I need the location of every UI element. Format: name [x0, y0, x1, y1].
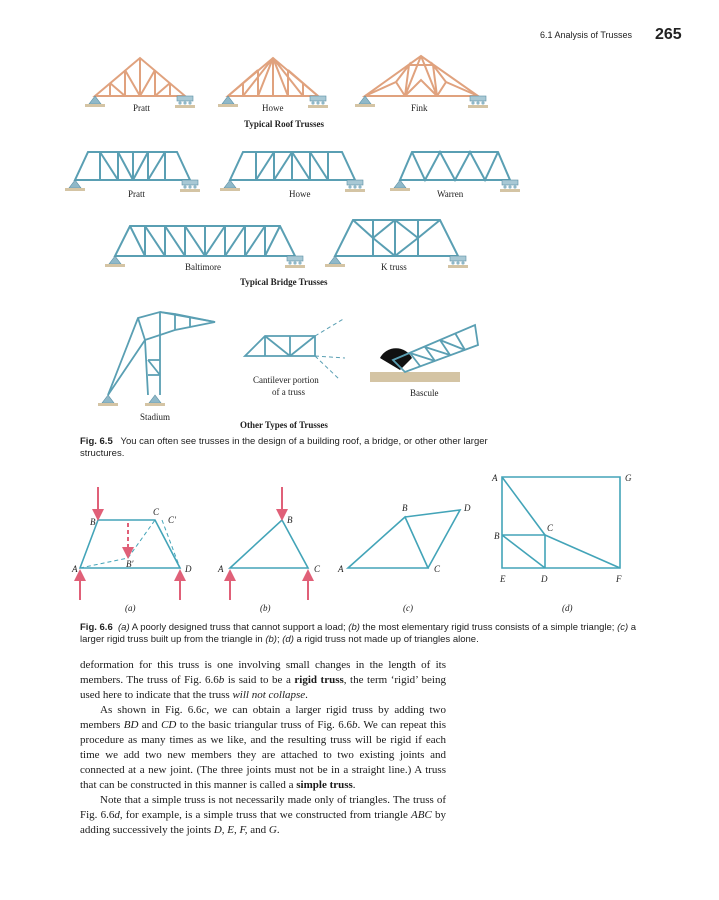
paragraph-2: As shown in Fig. 6.6c, we can obtain a larger rigid truss by adding two members BD and CD to the basic triangular truss of Fig. 6.6b. We can repeat this procedure as many times as we like, and the resulting truss will be rigid if each time we add two new members they are attached to two existing joints and connected at a new joint. (The three joints must not be in a straight line.) A truss that can be constructed in this manner is called a simple truss.: [80, 704, 446, 791]
c-label-A: A: [338, 564, 344, 574]
body-text: [80, 658, 446, 838]
bridge-trusses-title: Typical Bridge Trusses: [240, 277, 328, 287]
cap-part: (d): [282, 634, 294, 645]
fig-6-5-label: Fig. 6.5: [80, 436, 113, 447]
roof-truss-fink: [365, 56, 478, 96]
cap-part: (c): [617, 622, 629, 633]
a-label-Bp: B′: [126, 559, 134, 569]
cap-part: the most elementary rigid truss consists of a simple triangle;: [359, 622, 618, 633]
cantilever-truss: [245, 336, 315, 356]
c-label-C: C: [434, 564, 441, 574]
label-bridge-howe: Howe: [289, 189, 311, 199]
label-bridge-pratt: Pratt: [128, 189, 145, 199]
bridge-truss-k: [335, 220, 458, 256]
cap-part: (b): [348, 622, 360, 633]
label-bridge-warren: Warren: [437, 189, 464, 199]
panel-d-label: (d): [562, 603, 573, 613]
b-label-A: A: [218, 564, 224, 574]
bascule-bridge: [370, 325, 478, 382]
figure-6-6: [0, 465, 719, 625]
bridge-truss-warren: [400, 152, 510, 180]
d-label-E: E: [500, 574, 506, 584]
roof-truss-pratt: [95, 58, 185, 96]
label-stadium: Stadium: [140, 412, 171, 422]
panel-b: [217, 487, 321, 613]
b-label-C: C: [314, 564, 321, 574]
cap-part: ;: [276, 634, 283, 645]
figure-6-6-caption: [80, 622, 640, 646]
a-label-A: A: [72, 564, 78, 574]
panel-c-label: (c): [403, 603, 413, 613]
cap-part: (b): [265, 634, 277, 645]
other-trusses-title: Other Types of Trusses: [240, 420, 328, 430]
panel-a-label: (a): [125, 603, 136, 613]
label-roof-howe: Howe: [262, 103, 284, 113]
label-baltimore: Baltimore: [185, 262, 221, 272]
c-label-B: B: [402, 503, 408, 513]
page-number: 265: [655, 26, 682, 43]
panel-b-label: (b): [260, 603, 271, 613]
fig-6-5-caption-text: You can often see trusses in the design of a building roof, a bridge, or other other larger structures.: [80, 436, 488, 459]
panel-d: [502, 477, 620, 568]
a-label-Cp: C′: [168, 515, 176, 525]
d-label-G: G: [625, 473, 632, 483]
paragraph-1: deformation for this truss is one involving small changes in the length of its members. The truss of Fig. 6.6b is said to be a rigid truss, the term ‘rigid’ being used here to indicate that the truss will not collapse.: [80, 659, 446, 701]
cap-part: A poorly designed truss that cannot support a load;: [129, 622, 349, 633]
cap-part: (a): [118, 622, 130, 633]
a-label-B: B: [90, 517, 96, 527]
d-label-C: C: [547, 523, 554, 533]
d-label-B: B: [494, 531, 500, 541]
label-cantilever-1: Cantilever portion: [253, 375, 319, 385]
paragraph-3: Note that a simple truss is not necessarily made only of triangles. The truss of Fig. 6.6d, for example, is a simple truss that we constructed from triangle ABC by adding successively the joints D, E, F, and G.: [80, 794, 446, 836]
stadium-truss: [108, 312, 215, 395]
label-roof-fink: Fink: [411, 103, 428, 113]
label-roof-pratt: Pratt: [133, 103, 150, 113]
cap-part: a rigid truss not made up of triangles alone.: [293, 634, 479, 645]
figure-6-5: [0, 0, 719, 440]
roof-trusses-title: Typical Roof Trusses: [244, 119, 325, 129]
figure-6-5-caption: [80, 436, 510, 460]
panel-a: [71, 487, 192, 613]
cap-part: a larger rigid truss built up from the triangle in: [80, 622, 637, 645]
a-label-D: D: [185, 564, 192, 574]
roof-truss-howe: [228, 58, 318, 96]
b-label-B: B: [287, 515, 293, 525]
running-header: 6.1 Analysis of Trusses: [540, 30, 633, 40]
d-label-A: A: [492, 473, 498, 483]
fig-6-6-label: Fig. 6.6: [80, 622, 113, 633]
bridge-truss-pratt: [75, 152, 190, 180]
bridge-truss-howe: [230, 152, 355, 180]
label-k-truss: K truss: [381, 262, 407, 272]
panel-c: [337, 503, 471, 613]
a-label-C: C: [153, 507, 160, 517]
d-label-D: D: [541, 574, 548, 584]
label-bascule: Bascule: [410, 388, 439, 398]
c-label-D: D: [464, 503, 471, 513]
d-label-F: F: [616, 574, 622, 584]
label-cantilever-2: of a truss: [272, 387, 305, 397]
bridge-truss-baltimore: [115, 226, 295, 256]
